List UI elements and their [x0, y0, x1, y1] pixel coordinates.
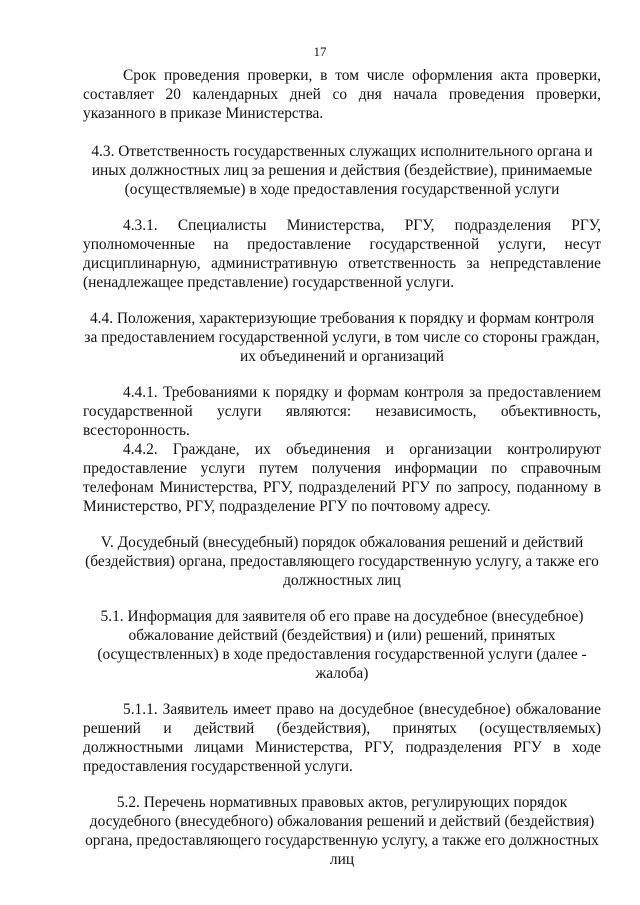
- section-heading-5-2: 5.2. Перечень нормативных правовых актов, регулирующих порядок досудебного (внесудебного) обжалования решений и действий (бездействия) органа, предоставляющего государственную услугу, а также его должностных лиц: [85, 794, 599, 868]
- spacer: [83, 776, 601, 793]
- paragraph-4-4-1: 4.4.1. Требованиями к порядку и формам контроля за предоставлением государственной услуги являются: независимость, объективность, всесторонность.: [83, 384, 601, 439]
- document-body: [83, 66, 601, 869]
- spacer: [83, 683, 601, 700]
- spacer: [83, 366, 601, 383]
- spacer: [83, 590, 601, 607]
- section-heading-4-3: 4.3. Ответственность государственных служащих исполнительного органа и иных должностных лиц за решения и действия (бездействие), принимаемые (осуществляемые) в ходе предоставления государственной услуги: [91, 143, 593, 198]
- paragraph-4-4-2: 4.4.2. Граждане, их объединения и организации контролируют предоставление услуги путем получения информации по справочным телефонам Министерства, РГУ, подразделений РГУ по запросу, поданному в Министерство, РГУ, подразделение РГУ по почтовому адресу.: [83, 441, 601, 515]
- paragraph-inspection-term: Срок проведения проверки, в том числе оформления акта проверки, составляет 20 календарных дней со дня начала проведения проверки, указанного в приказе Министерства.: [83, 67, 601, 122]
- spacer: [83, 292, 601, 309]
- paragraph-5-1-1: 5.1.1. Заявитель имеет право на досудебное (внесудебное) обжалование решений и действий (бездействия), принятых (осуществляемых) должностными лицами Министерства, РГУ, подразделения РГУ в ходе предоставления государственной услуги.: [83, 701, 601, 775]
- chapter-heading-5: V. Досудебный (внесудебный) порядок обжалования решений и действий (бездействия) органа, предоставляющего государственную услугу, а также его должностных лиц: [85, 534, 599, 589]
- paragraph-4-3-1: 4.3.1. Специалисты Министерства, РГУ, подразделения РГУ, уполномоченные на предоставление государственной услуги, несут дисциплинарную, административную ответственность за непредставление (ненадлежащее представление) государственной услуги.: [83, 217, 601, 291]
- section-heading-5-1: 5.1. Информация для заявителя об его праве на досудебное (внесудебное) обжалование действий (бездействия) и (или) решений, принятых (осуществленных) в ходе предоставления государственной услуги (далее - жалоба): [97, 608, 587, 682]
- spacer: [83, 199, 601, 216]
- spacer: [83, 516, 601, 533]
- section-heading-4-4: 4.4. Положения, характеризующие требования к порядку и формам контроля за предоставлением государственной услуги, в том числе со стороны граждан, их объединений и организаций: [84, 310, 600, 365]
- page-number: 17: [313, 44, 327, 59]
- spacer: [83, 123, 601, 142]
